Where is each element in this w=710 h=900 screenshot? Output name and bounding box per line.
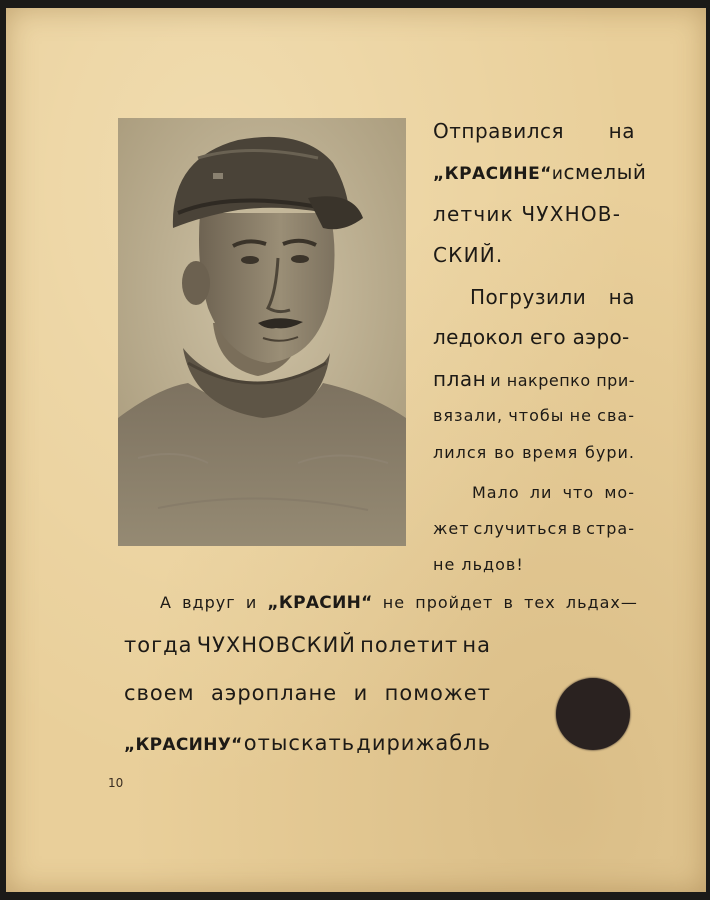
portrait-illustration: [118, 118, 406, 546]
word: и накрепко при-: [490, 371, 635, 390]
portrait-photo: [118, 118, 406, 546]
word: на: [608, 285, 635, 309]
word: лился: [433, 443, 488, 462]
word: план: [433, 367, 487, 391]
bottom-line-3: [124, 681, 491, 705]
word: время: [522, 443, 579, 462]
text-line-4: СКИЙ.: [433, 243, 504, 267]
text-line-1: [433, 119, 635, 143]
word: полетит: [360, 633, 459, 657]
text-line-2: [433, 160, 647, 184]
bottom-line-2: [124, 633, 491, 657]
word: жет: [433, 519, 470, 538]
word: что: [562, 483, 595, 502]
word: тех: [524, 593, 556, 612]
text-line-12: не льдов!: [433, 555, 524, 574]
word: не: [569, 406, 592, 425]
word: в: [503, 593, 514, 612]
word: поможет: [384, 681, 491, 705]
word: сва-: [597, 406, 635, 425]
word: на: [462, 633, 491, 657]
text-line-5: [433, 285, 635, 309]
text-line-3: летчик ЧУХНОВ-: [433, 202, 622, 226]
word: отыскать: [243, 731, 356, 755]
word: вдруг: [182, 593, 236, 612]
ship-name: „КРАСИНЕ“: [433, 164, 552, 184]
word: во: [494, 443, 516, 462]
word: и: [551, 164, 564, 184]
word: тогда: [124, 633, 193, 657]
word: смелый: [563, 160, 647, 184]
word: ли: [529, 483, 553, 502]
word: не: [382, 593, 406, 612]
text-line-6: ледокол его аэро-: [433, 325, 630, 349]
word: вязали,: [433, 406, 504, 425]
word: своем: [124, 681, 195, 705]
bottom-line-1: [160, 593, 638, 613]
word: Погрузили: [470, 285, 587, 309]
word: на: [608, 119, 635, 143]
word: ЧУХНОВСКИЙ: [196, 633, 356, 657]
word: пройдет: [415, 593, 494, 612]
round-stamp: [556, 678, 630, 750]
text-line-10: [472, 483, 635, 502]
word: и: [353, 681, 369, 705]
word: и: [245, 593, 258, 612]
word: аэроплане: [210, 681, 338, 705]
word: мо-: [604, 483, 635, 502]
ship-name: „КРАСИНУ“: [124, 735, 243, 755]
text-line-8: [433, 406, 635, 425]
text-line-11: [433, 519, 635, 538]
word: в: [571, 519, 583, 538]
word: А: [160, 593, 172, 612]
word: льдах—: [565, 593, 638, 612]
bottom-line-4: [124, 731, 491, 755]
text-line-9: [433, 443, 635, 462]
word: Мало: [472, 483, 520, 502]
word: стра-: [586, 519, 635, 538]
page-number: 10: [108, 776, 124, 790]
word: бури.: [585, 443, 635, 462]
ship-name: „КРАСИН“: [267, 593, 373, 613]
word: чтобы: [508, 406, 565, 425]
text-line-7: [433, 367, 635, 391]
word: дирижабль: [356, 731, 491, 755]
word: случиться: [473, 519, 568, 538]
word: Отправился: [433, 119, 565, 143]
